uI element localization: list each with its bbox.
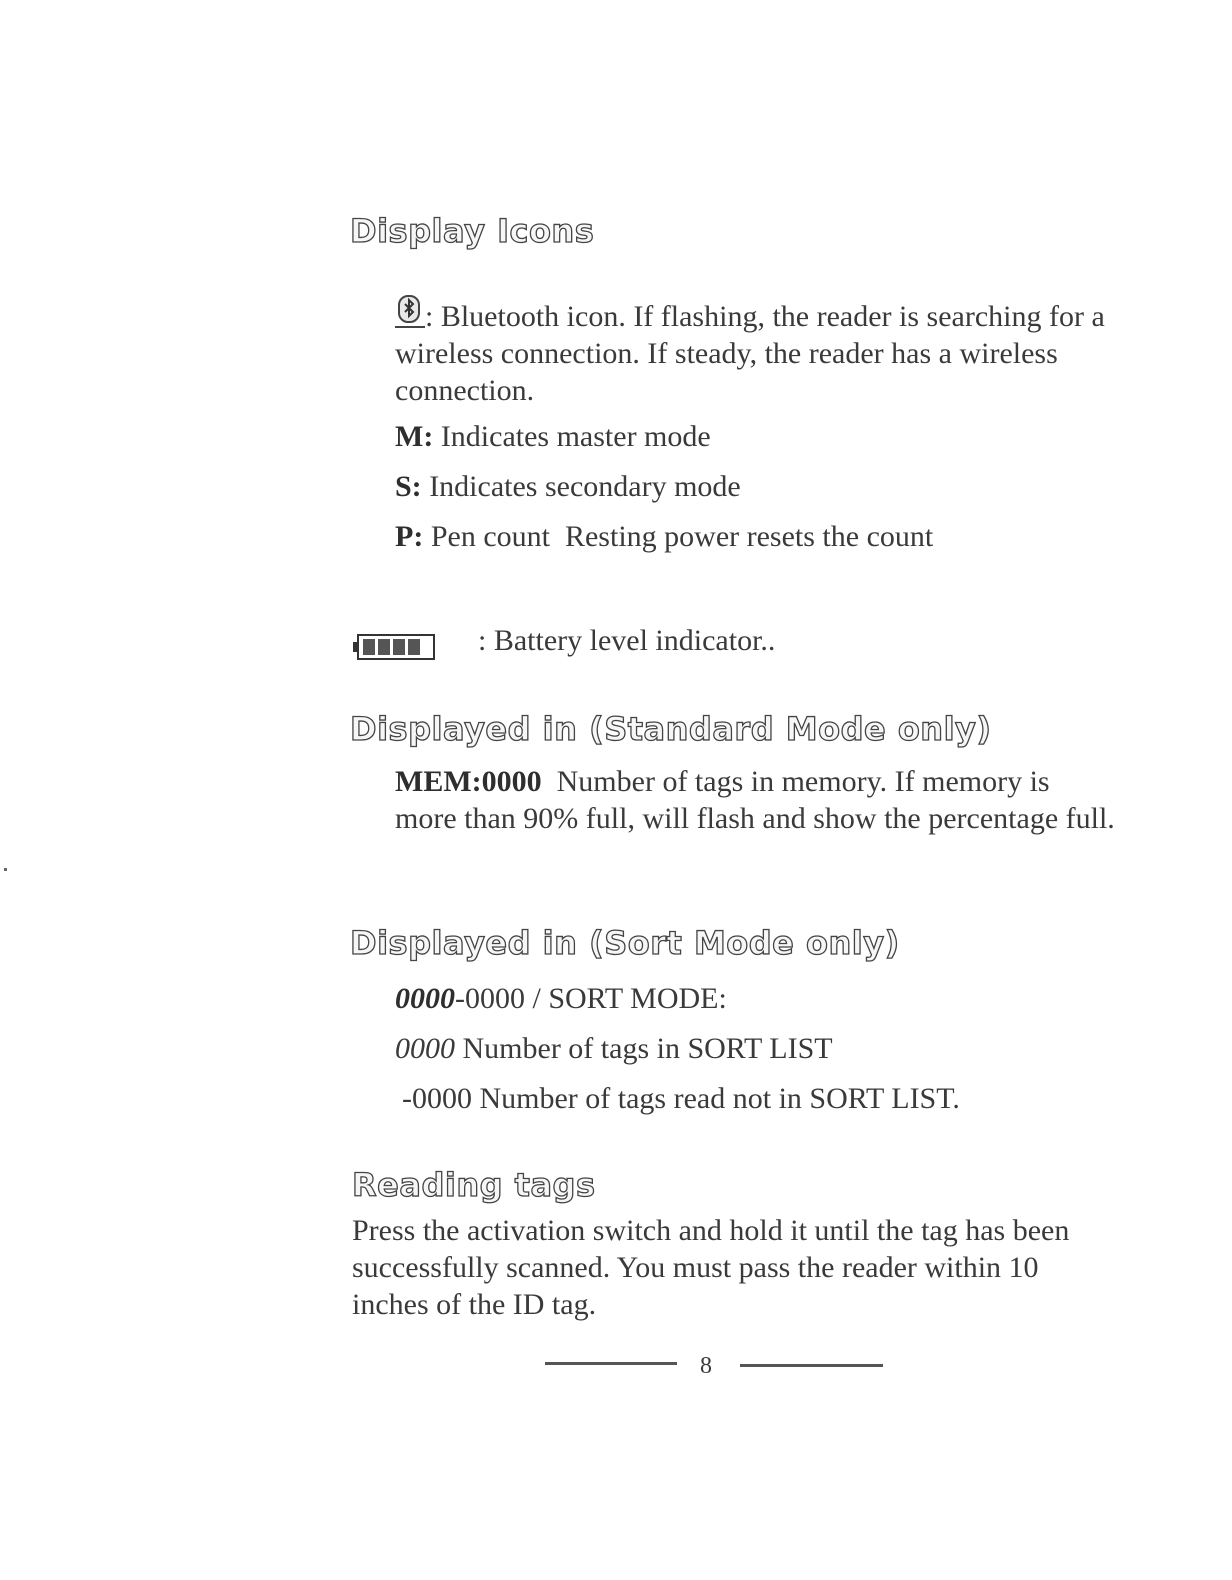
footer-rule-right	[740, 1364, 883, 1367]
item-secondary-mode	[395, 468, 741, 505]
margin-dot	[4, 868, 7, 871]
item-key: S:	[395, 470, 422, 503]
sort-count-italic: 0000	[395, 982, 455, 1015]
standard-mode-description	[395, 763, 1115, 837]
item-key: P:	[395, 520, 424, 553]
heading-display-icons: Display Icons	[350, 212, 595, 250]
bluetooth-description	[395, 294, 1115, 409]
sort-list-text: Number of tags in SORT LIST	[455, 1032, 833, 1065]
item-text: Indicates secondary mode	[429, 470, 741, 503]
battery-text: : Battery level indicator..	[478, 624, 776, 657]
battery-icon	[352, 632, 438, 662]
mem-key: MEM:0000	[395, 765, 542, 798]
reading-tags-text: Press the activation switch and hold it until the tag has been successfully scanned. You must pass the reader within 10 inches of the ID tag.	[352, 1214, 1070, 1321]
bluetooth-icon	[395, 294, 425, 330]
item-pen-count	[395, 518, 933, 555]
page-number: 8	[700, 1353, 712, 1379]
mem-text: Number of tags in memory. If memory is more than 90% full, will flash and show the percentage full.	[395, 765, 1115, 835]
heading-reading-tags: Reading tags	[352, 1166, 596, 1204]
sort-list-italic: 0000	[395, 1032, 455, 1065]
sort-mode-line2	[395, 1030, 833, 1067]
item-text: Pen count Resting power resets the count	[430, 520, 934, 553]
sort-mode-line1	[395, 980, 727, 1017]
heading-standard-mode: Displayed in (Standard Mode only)	[350, 710, 992, 748]
item-text: Indicates master mode	[440, 420, 711, 453]
footer-rule-left	[545, 1362, 677, 1365]
heading-sort-mode: Displayed in (Sort Mode only)	[350, 924, 900, 962]
bluetooth-text: : Bluetooth icon. If flashing, the reader is searching for a wireless connection. If steady, the reader has a wireless connection.	[395, 300, 1105, 407]
sort-mode-label: -0000 / SORT MODE:	[455, 982, 727, 1015]
sort-mode-line3: -0000 Number of tags read not in SORT LIST.	[402, 1082, 960, 1115]
item-key: M:	[395, 420, 434, 453]
item-master-mode	[395, 418, 711, 455]
